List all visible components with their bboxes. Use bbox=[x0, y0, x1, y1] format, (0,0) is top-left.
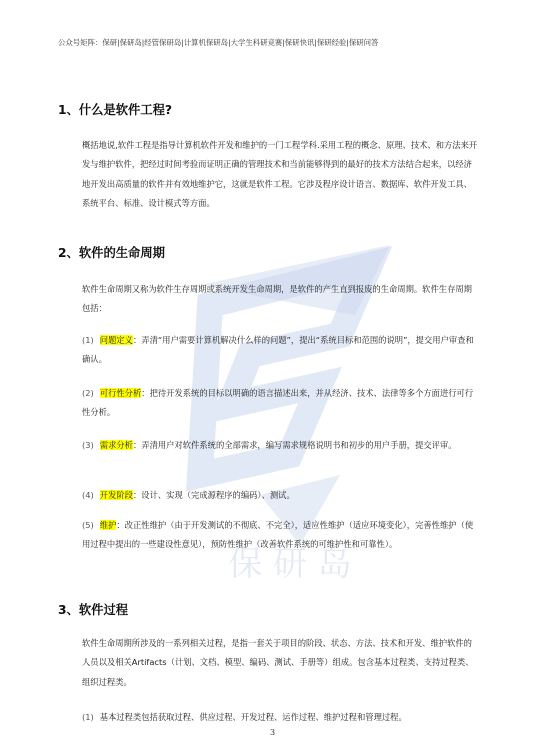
page-header: 公众号矩阵：保研|保研岛|经管保研岛|计算机保研岛|大学生科研竞赛|保研快讯|保研经验|保研问答 bbox=[58, 38, 379, 47]
section-3-body: 软件生命周期所涉及的一系列相关过程，是指一套关于项目的阶段、状态、方法、技术和开发、维护软件的人员以及相关Artifacts（计划、文档、模型、编码、测试、手册等）组成。包含基本过程类、支持过程类、组织过程类。 bbox=[82, 638, 474, 687]
lifecycle-item-5 bbox=[82, 516, 478, 555]
lifecycle-item-3 bbox=[82, 436, 478, 455]
item-term-highlight: 需求分析 bbox=[99, 440, 133, 450]
item-text: 基本过程类包括获取过程、供应过程、开发过程、运作过程、维护过程和管理过程。 bbox=[99, 712, 407, 722]
item-term-highlight: 问题定义 bbox=[99, 335, 133, 345]
item-number: (1) bbox=[82, 712, 94, 722]
section-1-title: 1、什么是软件工程? bbox=[58, 103, 173, 117]
lifecycle-item-1 bbox=[82, 331, 478, 370]
item-text: ：改正性维护（由于开发测试的不彻底、不完全），适应性维护（适应环境变化），完善性维护（使用过程中提出的一些建设性意见），预防性维护（改善软件系统的可维护性和可靠性）。 bbox=[82, 520, 474, 550]
item-number: (2) bbox=[82, 388, 94, 398]
item-term-highlight: 可行性分析 bbox=[99, 388, 142, 398]
section-1-body: 概括地说,软件工程是指导计算机软件开发和维护的一门工程学科.采用工程的概念、原理、技术、和方法来开发与维护软件，把经过时间考验而证明正确的管理技术和当前能够得到的最好的技术方法结合起来，以经济地开发出高质量的软件并有效地维护它，这就是软件工程。它涉及程序设计语言、数据库、软件开发工具、系统平台、标准、设计模式等方面。 bbox=[82, 140, 478, 208]
item-number: (1) bbox=[82, 335, 94, 345]
item-text: ：弄清“用户需要计算机解决什么样的问题”，提出“系统目标和范围的说明”，提交用户审查和确认。 bbox=[82, 335, 474, 365]
section-2-title: 2、软件的生命周期 bbox=[58, 246, 165, 260]
process-item-1 bbox=[82, 708, 478, 727]
item-term-highlight: 维护 bbox=[99, 520, 117, 530]
section-2-intro: 软件生命周期又称为软件生存周期或系统开发生命周期，是软件的产生直到报废的生命周期。软件生存周期包括： bbox=[82, 284, 472, 314]
lifecycle-item-4 bbox=[82, 486, 478, 505]
item-text: ：设计、实现（完成源程序的编码）、测试。 bbox=[132, 490, 295, 500]
watermark-text: 保 研 岛 bbox=[228, 544, 352, 584]
lifecycle-item-2 bbox=[82, 384, 478, 423]
page-number: 3 bbox=[269, 728, 276, 737]
item-term-highlight: 开发阶段 bbox=[99, 490, 133, 500]
item-number: (3) bbox=[82, 440, 94, 450]
item-text: ：弄清用户对软件系统的全部需求，编写需求规格说明书和初步的用户手册，提交评审。 bbox=[132, 440, 457, 450]
item-number: (4) bbox=[82, 490, 94, 500]
item-text: ：把待开发系统的目标以明确的语言描述出来，并从经济、技术、法律等多个方面进行可行性分析。 bbox=[82, 388, 474, 418]
item-number: (5) bbox=[82, 520, 94, 530]
section-3-title: 3、软件过程 bbox=[58, 603, 129, 617]
